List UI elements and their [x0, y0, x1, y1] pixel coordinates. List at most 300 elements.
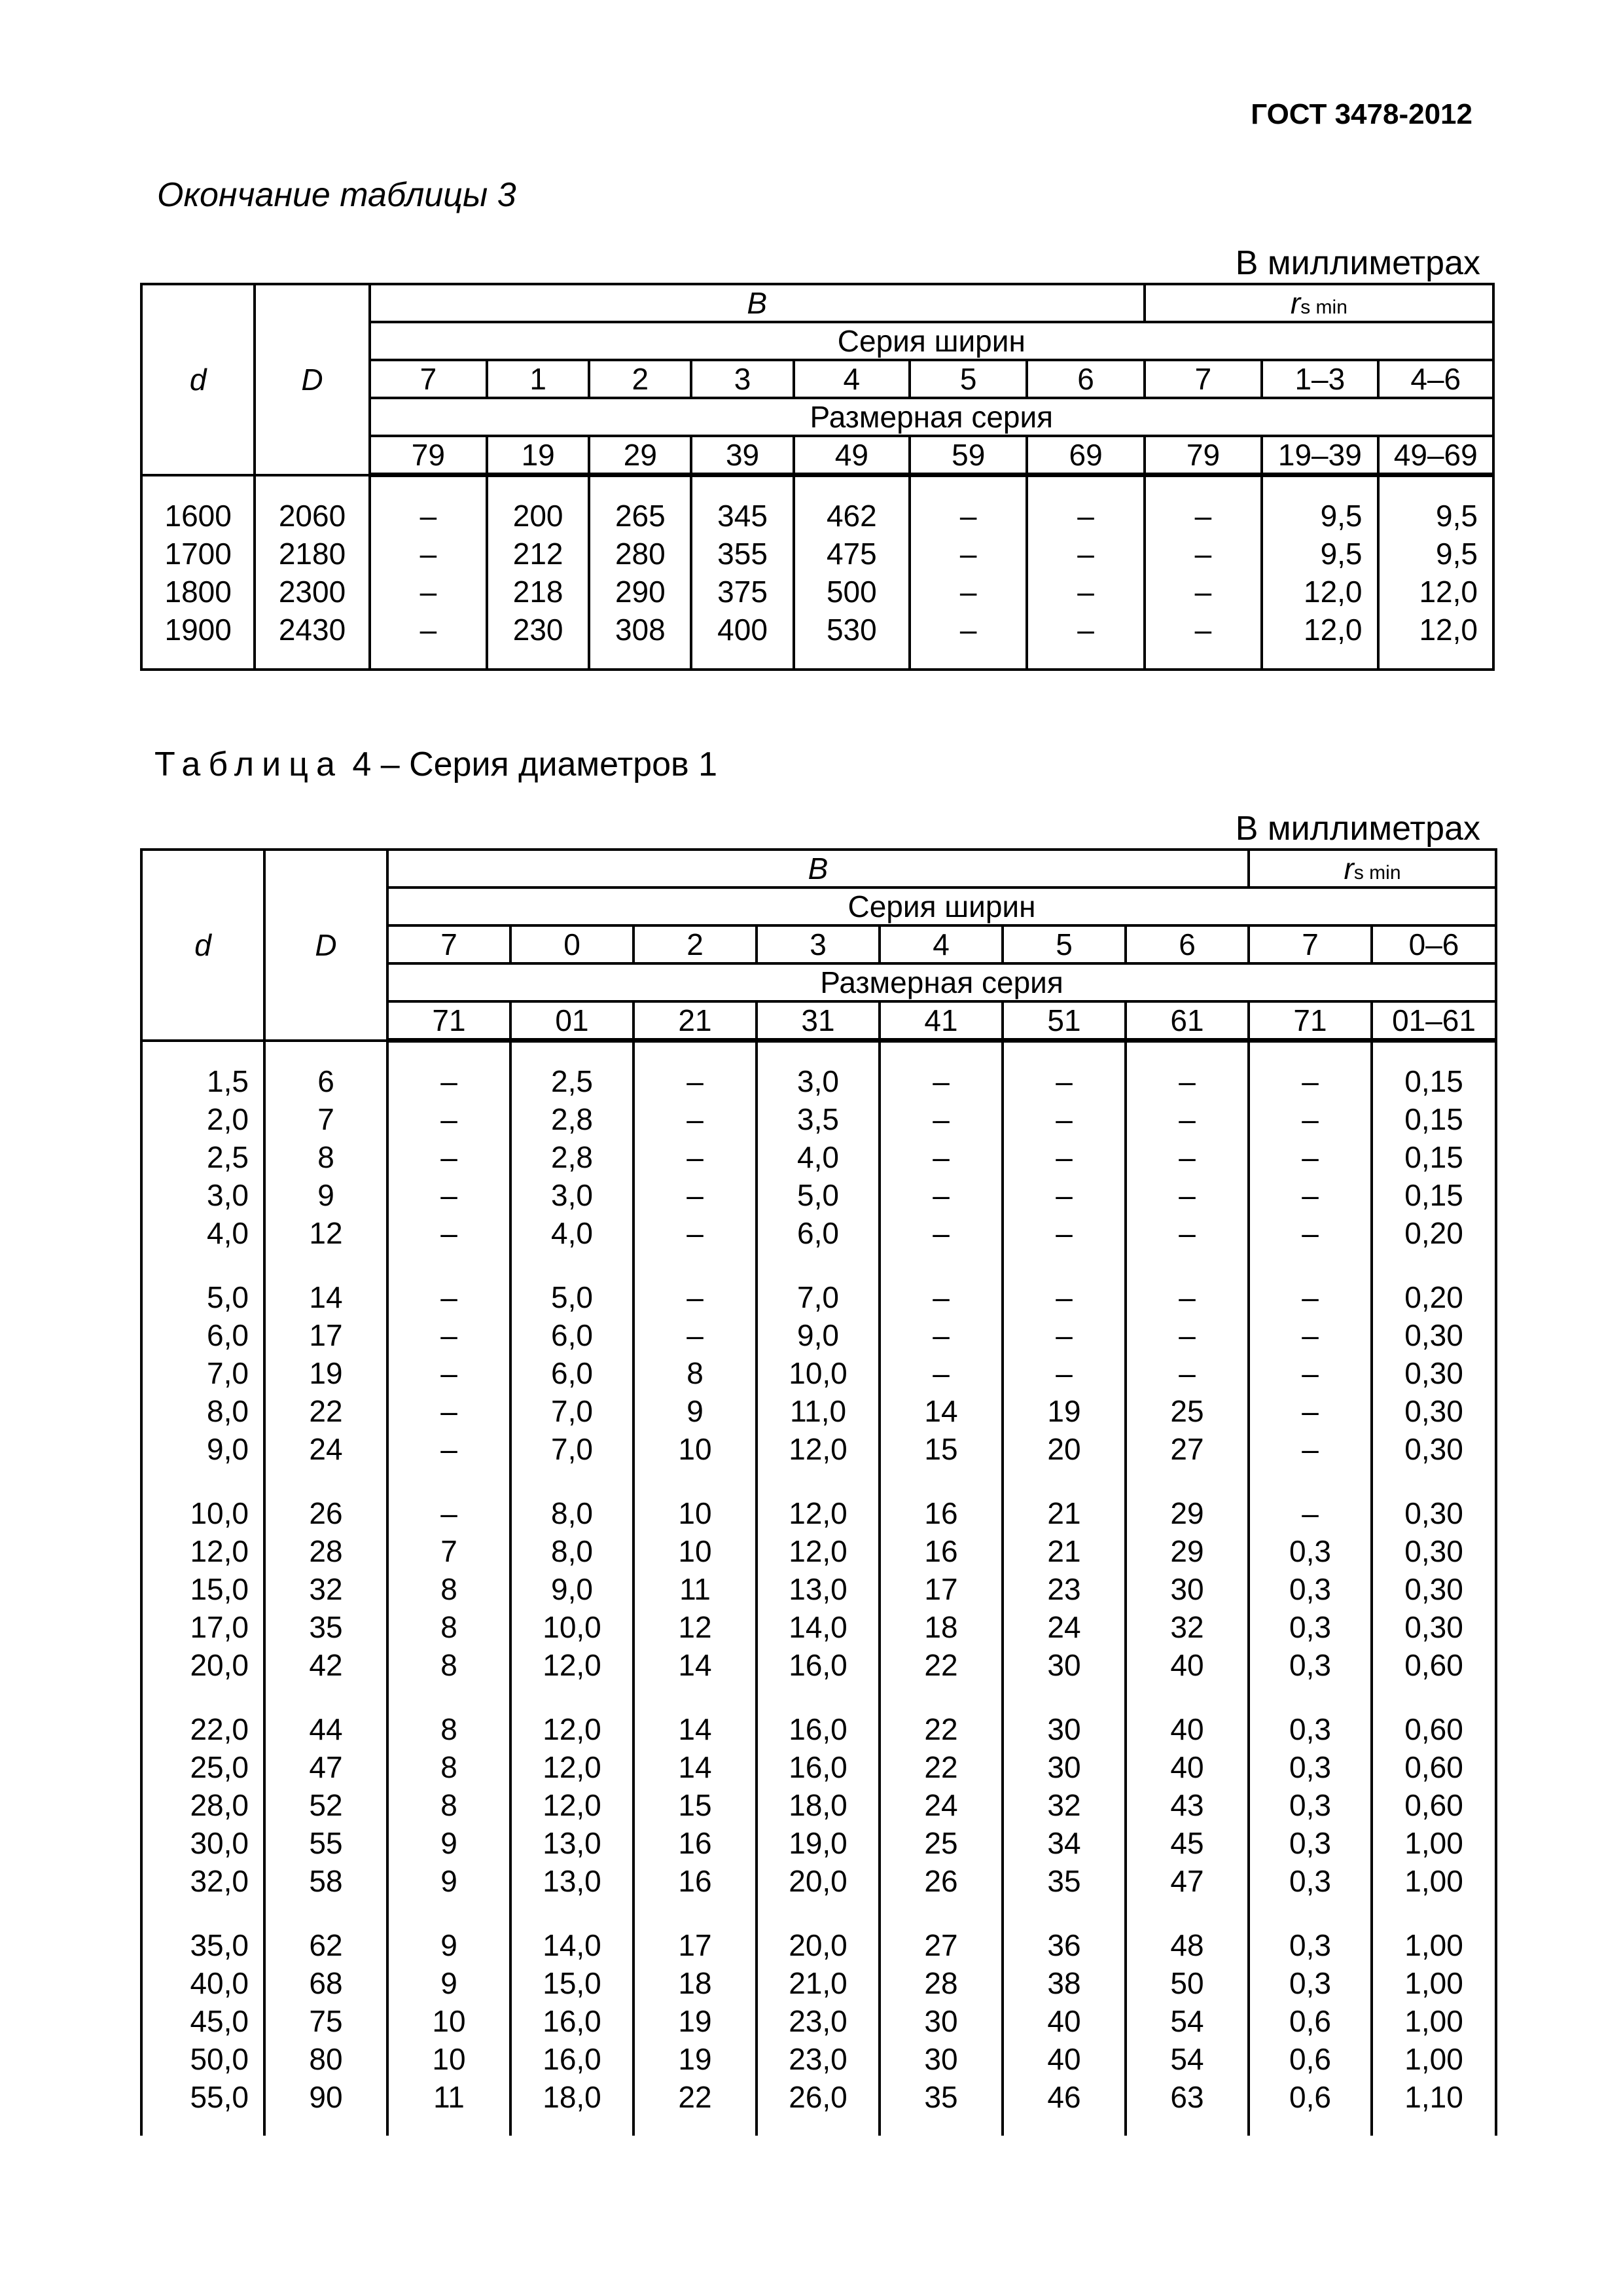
table-cell: – — [880, 1214, 1003, 1252]
table-cell: 9,5 — [1262, 497, 1378, 535]
table-cell: 14 — [880, 1392, 1003, 1430]
table-3-dimension-series-2: 29 — [589, 436, 691, 475]
table-row — [141, 1494, 1496, 1532]
table-cell: 28,0 — [141, 1786, 264, 1824]
table-cell: 19 — [633, 2002, 757, 2040]
table-3-width-series-7: 7 — [1145, 360, 1262, 398]
table-cell: 0,15 — [1372, 1100, 1496, 1138]
table-cell: 0,3 — [1249, 1570, 1372, 1608]
table-cell: 30 — [1003, 1748, 1126, 1786]
table-cell: 6,0 — [757, 1214, 880, 1252]
table-4-dimension-series-1: 01 — [510, 1001, 633, 1041]
table-cell: 0,15 — [1372, 1138, 1496, 1176]
table-cell: 40 — [1126, 1646, 1249, 1684]
table-cell: 12,0 — [757, 1430, 880, 1468]
table-cell: – — [633, 1062, 757, 1100]
table-cell: 2,5 — [510, 1062, 633, 1100]
table-cell: 1,00 — [1372, 1862, 1496, 1900]
table-cell: 0,3 — [1249, 1748, 1372, 1786]
table-cell: – — [910, 573, 1027, 611]
table-cell: 22 — [880, 1710, 1003, 1748]
table-cell: – — [633, 1100, 757, 1138]
table-cell: 7,0 — [510, 1430, 633, 1468]
table-cell: – — [1126, 1214, 1249, 1252]
table-cell: 48 — [1126, 1926, 1249, 1964]
table-cell: 8,0 — [510, 1532, 633, 1570]
table-cell: – — [1126, 1138, 1249, 1176]
table-cell: 24 — [880, 1786, 1003, 1824]
table-cell: 10 — [633, 1532, 757, 1570]
table-cell: 12,0 — [757, 1494, 880, 1532]
table-cell: 35 — [264, 1608, 387, 1646]
table-cell: 16 — [880, 1532, 1003, 1570]
table-4-width-series-0: 7 — [387, 925, 510, 963]
table-cell: – — [387, 1100, 510, 1138]
table-cell: 35 — [880, 2078, 1003, 2116]
table-cell: 7,0 — [141, 1354, 264, 1392]
table-cell: 19 — [264, 1354, 387, 1392]
table-cell: – — [1126, 1316, 1249, 1354]
standard-code: ГОСТ 3478-2012 — [1251, 98, 1472, 130]
table-cell: 12,0 — [510, 1786, 633, 1824]
table-row — [141, 1176, 1496, 1214]
table-cell: – — [633, 1278, 757, 1316]
table-row — [141, 1862, 1496, 1900]
table-cell: – — [1249, 1430, 1372, 1468]
table-3-header-d: d — [141, 284, 255, 475]
table-cell: 18 — [880, 1608, 1003, 1646]
table-cell: 22,0 — [141, 1710, 264, 1748]
table-cell: – — [1145, 535, 1262, 573]
table-cell: – — [1145, 573, 1262, 611]
table-row — [141, 2078, 1496, 2116]
table-cell: 530 — [794, 611, 910, 649]
table-cell: 0,3 — [1249, 1926, 1372, 1964]
table-cell: 0,3 — [1249, 1862, 1372, 1900]
table-cell: 6 — [264, 1062, 387, 1100]
table-row — [141, 1532, 1496, 1570]
table-cell: 12,0 — [1378, 611, 1493, 649]
table-cell: 0,60 — [1372, 1748, 1496, 1786]
table-cell: 45,0 — [141, 2002, 264, 2040]
table-cell: 3,0 — [757, 1062, 880, 1100]
table-cell: 10,0 — [141, 1494, 264, 1532]
table-cell: 2060 — [255, 497, 369, 535]
table-cell: – — [1249, 1062, 1372, 1100]
table-cell: 32,0 — [141, 1862, 264, 1900]
table-cell: 21,0 — [757, 1964, 880, 2002]
table-cell: 62 — [264, 1926, 387, 1964]
table-4-dimension-series-label: Размерная серия — [387, 963, 1496, 1001]
table-cell: 0,3 — [1249, 1646, 1372, 1684]
table-cell: 28 — [264, 1532, 387, 1570]
table-cell: 25 — [1126, 1392, 1249, 1430]
table-cell: 218 — [487, 573, 589, 611]
table-cell: 22 — [880, 1646, 1003, 1684]
table-cell: – — [387, 1354, 510, 1392]
table-cell: 23 — [1003, 1570, 1126, 1608]
table-cell: – — [370, 611, 487, 649]
table-cell: 10 — [387, 2040, 510, 2078]
table-cell: – — [1126, 1062, 1249, 1100]
table-cell: 7 — [387, 1532, 510, 1570]
table-cell: – — [370, 535, 487, 573]
table-cell: 355 — [691, 535, 793, 573]
table-cell: 16 — [880, 1494, 1003, 1532]
table-cell: 20,0 — [757, 1926, 880, 1964]
table-row — [141, 535, 1493, 573]
table-cell: 12,0 — [757, 1532, 880, 1570]
table-cell: 8 — [387, 1710, 510, 1748]
table-cell: 22 — [633, 2078, 757, 2116]
table-cell: 12,0 — [510, 1710, 633, 1748]
table-cell: 15,0 — [510, 1964, 633, 2002]
table-4-width-series-label: Серия ширин — [387, 888, 1496, 925]
table-cell: 1,00 — [1372, 1964, 1496, 2002]
table-cell: – — [1249, 1138, 1372, 1176]
table-cell: 7 — [264, 1100, 387, 1138]
table-cell: 8 — [264, 1138, 387, 1176]
table-4-dimension-series-7: 71 — [1249, 1001, 1372, 1041]
table-cell: 9 — [633, 1392, 757, 1430]
table-cell: 8 — [387, 1608, 510, 1646]
table-cell: 6,0 — [510, 1354, 633, 1392]
table-cell: 17 — [264, 1316, 387, 1354]
table-cell: 14 — [264, 1278, 387, 1316]
table-cell: 55,0 — [141, 2078, 264, 2116]
table-cell: 5,0 — [141, 1278, 264, 1316]
table-cell: – — [387, 1176, 510, 1214]
table-cell: 15 — [880, 1430, 1003, 1468]
table-cell: – — [387, 1214, 510, 1252]
table-3-header-D: D — [255, 284, 369, 475]
table-row — [141, 1570, 1496, 1608]
table-4-width-series-6: 6 — [1126, 925, 1249, 963]
table-cell: – — [387, 1278, 510, 1316]
table-cell: 23,0 — [757, 2040, 880, 2078]
table-cell: 15 — [633, 1786, 757, 1824]
table-cell: – — [880, 1062, 1003, 1100]
table-cell: 19 — [633, 2040, 757, 2078]
table-4-header-r — [1249, 850, 1496, 888]
table-cell: 27 — [880, 1926, 1003, 1964]
table-cell: 0,6 — [1249, 2002, 1372, 2040]
table-cell: – — [910, 535, 1027, 573]
table-cell: 9 — [264, 1176, 387, 1214]
table-cell: 47 — [1126, 1862, 1249, 1900]
table-cell: – — [1027, 535, 1144, 573]
table-cell: 16 — [633, 1824, 757, 1862]
table-cell: 30 — [880, 2040, 1003, 2078]
table-cell: – — [910, 611, 1027, 649]
table-cell: 12,0 — [1262, 573, 1378, 611]
table-cell: 58 — [264, 1862, 387, 1900]
table-3-dimension-series-9: 49–69 — [1378, 436, 1493, 475]
table-4-title-rest: 4 – Серия диаметров 1 — [342, 745, 718, 783]
table-cell: 1700 — [141, 535, 255, 573]
table-cell: 12,0 — [1378, 573, 1493, 611]
table-row — [141, 1926, 1496, 1964]
table-row — [141, 573, 1493, 611]
table-cell: 475 — [794, 535, 910, 573]
table-row — [141, 1100, 1496, 1138]
table-4-header-d: d — [141, 850, 264, 1041]
table-cell: 9,0 — [141, 1430, 264, 1468]
table-4-width-series-1: 0 — [510, 925, 633, 963]
table-cell: 25 — [880, 1824, 1003, 1862]
table-cell: 462 — [794, 497, 910, 535]
table-3-header-r-subscript: s min — [1300, 296, 1347, 318]
table-cell: 9,5 — [1378, 497, 1493, 535]
table-row — [141, 1214, 1496, 1252]
table-cell: 17 — [880, 1570, 1003, 1608]
table-cell: 8 — [387, 1748, 510, 1786]
table-cell: 9,5 — [1378, 535, 1493, 573]
table-cell: – — [370, 573, 487, 611]
table-4-dimension-series-6: 61 — [1126, 1001, 1249, 1041]
table-cell: 1,10 — [1372, 2078, 1496, 2116]
table-row — [141, 1278, 1496, 1316]
table-cell: 21 — [1003, 1494, 1126, 1532]
table-cell: – — [1126, 1100, 1249, 1138]
table-cell: 17,0 — [141, 1608, 264, 1646]
table-cell: 35,0 — [141, 1926, 264, 1964]
table-cell: – — [1003, 1354, 1126, 1392]
table-cell: – — [880, 1138, 1003, 1176]
table-cell: 14 — [633, 1646, 757, 1684]
table-3-header-r-symbol: r — [1290, 286, 1301, 320]
table-cell: 200 — [487, 497, 589, 535]
table-cell: 0,3 — [1249, 1710, 1372, 1748]
table-cell: 2,8 — [510, 1100, 633, 1138]
table-cell: 17 — [633, 1926, 757, 1964]
table-cell: – — [387, 1430, 510, 1468]
table-4-dimension-series-5: 51 — [1003, 1001, 1126, 1041]
table-cell: – — [880, 1316, 1003, 1354]
table-cell: 29 — [1126, 1532, 1249, 1570]
table-cell: 44 — [264, 1710, 387, 1748]
table-cell: 12,0 — [510, 1748, 633, 1786]
table-4-width-series-3: 3 — [757, 925, 880, 963]
table-cell: 23,0 — [757, 2002, 880, 2040]
table-cell: 0,30 — [1372, 1392, 1496, 1430]
table-cell: 308 — [589, 611, 691, 649]
table-cell: 14,0 — [757, 1608, 880, 1646]
table-cell: 0,60 — [1372, 1710, 1496, 1748]
table-cell: – — [370, 497, 487, 535]
table-cell: 24 — [1003, 1608, 1126, 1646]
table-cell: 0,30 — [1372, 1570, 1496, 1608]
table-cell: 46 — [1003, 2078, 1126, 2116]
table-cell: 400 — [691, 611, 793, 649]
table-row — [141, 2040, 1496, 2078]
table-3-dimension-series-4: 49 — [794, 436, 910, 475]
table-cell: 10,0 — [757, 1354, 880, 1392]
table-cell: 290 — [589, 573, 691, 611]
table-cell: 32 — [264, 1570, 387, 1608]
table-cell: – — [1145, 497, 1262, 535]
table-cell: 0,20 — [1372, 1214, 1496, 1252]
table-cell: 230 — [487, 611, 589, 649]
table-cell: 9 — [387, 1964, 510, 2002]
table-row — [141, 1748, 1496, 1786]
table-4-width-series-5: 5 — [1003, 925, 1126, 963]
table-cell: 19,0 — [757, 1824, 880, 1862]
table-3-dimension-series-label: Размерная серия — [370, 398, 1493, 436]
table-cell: – — [1249, 1494, 1372, 1532]
table-cell: 55 — [264, 1824, 387, 1862]
table-cell: 212 — [487, 535, 589, 573]
table-cell: 34 — [1003, 1824, 1126, 1862]
table-cell: – — [1027, 611, 1144, 649]
table-cell: 40 — [1003, 2002, 1126, 2040]
table-cell: 3,0 — [510, 1176, 633, 1214]
table-row — [141, 1138, 1496, 1176]
table-cell: 15,0 — [141, 1570, 264, 1608]
table-3-width-series-5: 5 — [910, 360, 1027, 398]
table-cell: 24 — [264, 1430, 387, 1468]
table-cell: – — [1003, 1100, 1126, 1138]
table-cell: 22 — [880, 1748, 1003, 1786]
table-3-dimension-series-0: 79 — [370, 436, 487, 475]
table-cell: 0,60 — [1372, 1646, 1496, 1684]
table-3-width-series-9: 4–6 — [1378, 360, 1493, 398]
table-cell: 20,0 — [141, 1646, 264, 1684]
table-4-title-word: Таблица — [154, 745, 343, 783]
table-cell: 375 — [691, 573, 793, 611]
table-3 — [140, 283, 1495, 671]
table-cell: 38 — [1003, 1964, 1126, 2002]
table-4-dimension-series-4: 41 — [880, 1001, 1003, 1041]
table-3-width-series-4: 4 — [794, 360, 910, 398]
table-cell: 0,3 — [1249, 1532, 1372, 1570]
table-cell: 68 — [264, 1964, 387, 2002]
table-cell: 19 — [1003, 1392, 1126, 1430]
table-cell: 2300 — [255, 573, 369, 611]
table-cell: 63 — [1126, 2078, 1249, 2116]
table-cell: – — [387, 1138, 510, 1176]
table-cell: 16 — [633, 1862, 757, 1900]
table-3-continuation-title: Окончание таблицы 3 — [157, 176, 516, 214]
table-cell: 7,0 — [510, 1392, 633, 1430]
table-row — [141, 1824, 1496, 1862]
table-row — [141, 1964, 1496, 2002]
table-4-dimension-series-2: 21 — [633, 1001, 757, 1041]
table-cell: 54 — [1126, 2040, 1249, 2078]
table-cell: 20,0 — [757, 1862, 880, 1900]
table-cell: 0,6 — [1249, 2078, 1372, 2116]
table-cell: 1800 — [141, 573, 255, 611]
table-4-header-r-symbol: r — [1344, 852, 1354, 886]
table-cell: 2180 — [255, 535, 369, 573]
table-cell: 16,0 — [510, 2002, 633, 2040]
table-cell: 3,5 — [757, 1100, 880, 1138]
table-4-width-series-2: 2 — [633, 925, 757, 963]
table-cell: – — [1249, 1392, 1372, 1430]
table-cell: 9,0 — [510, 1570, 633, 1608]
table-cell: 11,0 — [757, 1392, 880, 1430]
table-cell: 0,15 — [1372, 1176, 1496, 1214]
table-cell: – — [1003, 1062, 1126, 1100]
table-cell: 5,0 — [757, 1176, 880, 1214]
table-cell: 0,30 — [1372, 1354, 1496, 1392]
table-4-title — [154, 745, 717, 784]
table-cell: – — [1126, 1278, 1249, 1316]
table-row — [141, 2002, 1496, 2040]
table-cell: 4,0 — [141, 1214, 264, 1252]
table-cell: 6,0 — [510, 1316, 633, 1354]
table-4-units-label: В миллиметрах — [1235, 810, 1480, 848]
table-cell: – — [387, 1062, 510, 1100]
table-cell: – — [1003, 1176, 1126, 1214]
table-cell: – — [633, 1214, 757, 1252]
table-cell: 30,0 — [141, 1824, 264, 1862]
table-cell: 8,0 — [141, 1392, 264, 1430]
table-3-units-label: В миллиметрах — [1235, 244, 1480, 282]
table-3-width-series-1: 1 — [487, 360, 589, 398]
table-cell: 7,0 — [757, 1278, 880, 1316]
table-cell: 10 — [633, 1430, 757, 1468]
table-cell: 50 — [1126, 1964, 1249, 2002]
table-cell: – — [1249, 1278, 1372, 1316]
table-cell: 47 — [264, 1748, 387, 1786]
table-row — [141, 1646, 1496, 1684]
table-cell: 9 — [387, 1824, 510, 1862]
table-cell: – — [1249, 1214, 1372, 1252]
table-cell: – — [633, 1316, 757, 1354]
table-4 — [140, 848, 1497, 2136]
table-cell: 16,0 — [757, 1646, 880, 1684]
table-cell: 0,20 — [1372, 1278, 1496, 1316]
table-cell: 345 — [691, 497, 793, 535]
table-cell: – — [1003, 1278, 1126, 1316]
table-cell: 90 — [264, 2078, 387, 2116]
table-cell: 16,0 — [510, 2040, 633, 2078]
table-cell: 22 — [264, 1392, 387, 1430]
table-cell: 11 — [387, 2078, 510, 2116]
table-cell: 0,15 — [1372, 1062, 1496, 1100]
table-cell: – — [880, 1354, 1003, 1392]
table-cell: – — [1027, 573, 1144, 611]
table-cell: 40,0 — [141, 1964, 264, 2002]
table-cell: 1,00 — [1372, 2002, 1496, 2040]
table-cell: 40 — [1126, 1748, 1249, 1786]
table-row — [141, 1062, 1496, 1100]
table-cell: 9,0 — [757, 1316, 880, 1354]
table-cell: 25,0 — [141, 1748, 264, 1786]
table-3-width-series-2: 2 — [589, 360, 691, 398]
table-4-dimension-series-3: 31 — [757, 1001, 880, 1041]
table-cell: 16,0 — [757, 1748, 880, 1786]
table-3-width-series-3: 3 — [691, 360, 793, 398]
table-cell: 0,30 — [1372, 1430, 1496, 1468]
table-cell: 26 — [264, 1494, 387, 1532]
table-cell: 54 — [1126, 2002, 1249, 2040]
table-row — [141, 1354, 1496, 1392]
table-cell: 16,0 — [757, 1710, 880, 1748]
table-cell: – — [387, 1494, 510, 1532]
table-4-dimension-series-8: 01–61 — [1372, 1001, 1496, 1041]
table-4-dimension-series-0: 71 — [387, 1001, 510, 1041]
table-row — [141, 497, 1493, 535]
table-cell: 8 — [387, 1786, 510, 1824]
table-cell: 12,0 — [1262, 611, 1378, 649]
table-cell: – — [1249, 1100, 1372, 1138]
table-4-header-D: D — [264, 850, 387, 1041]
table-cell: 9 — [387, 1926, 510, 1964]
table-cell: 30 — [880, 2002, 1003, 2040]
table-cell: 43 — [1126, 1786, 1249, 1824]
